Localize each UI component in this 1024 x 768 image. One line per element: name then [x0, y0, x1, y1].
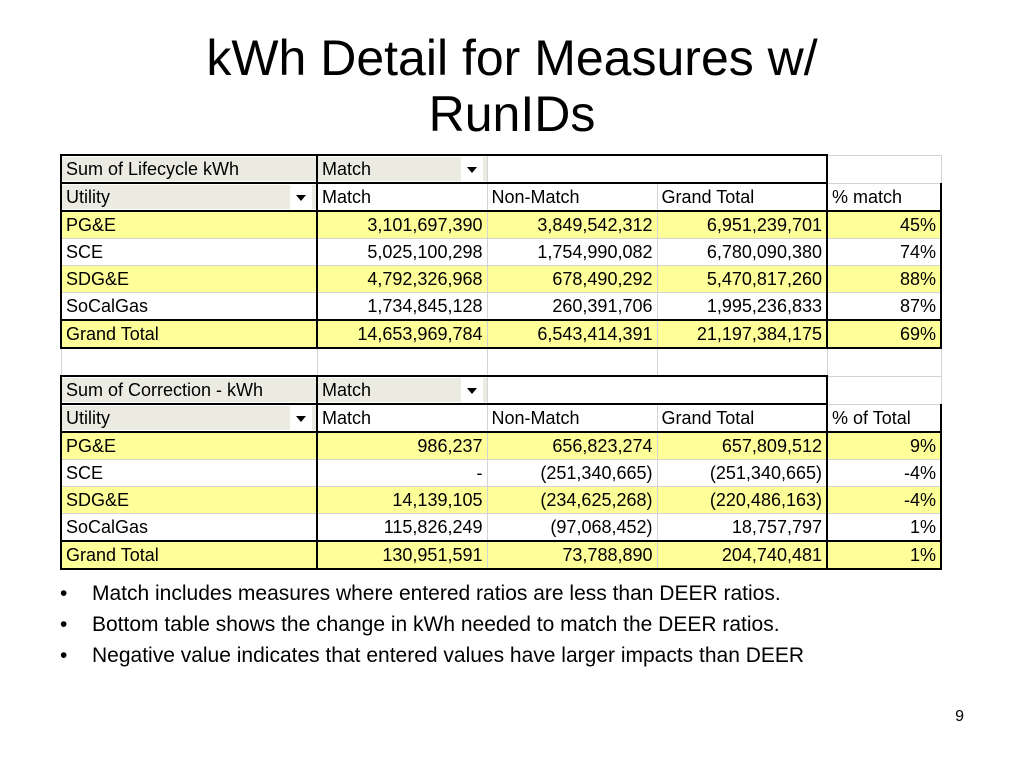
table-row: [61, 266, 941, 293]
slide-title-line-1: kWh Detail for Measures w/: [206, 30, 818, 86]
value-cell: 3,849,542,312: [487, 211, 657, 239]
value-cell: 204,740,481: [657, 541, 827, 569]
value-cell: 1%: [827, 514, 941, 542]
value-cell: 1,995,236,833: [657, 293, 827, 321]
table1-data-field: [61, 155, 317, 183]
table1-column-field[interactable]: [317, 155, 487, 183]
value-cell: (220,486,163): [657, 487, 827, 514]
table1-row-field-label: Utility: [66, 187, 110, 207]
value-cell: -: [317, 460, 487, 487]
utility-cell: SoCalGas: [61, 514, 317, 542]
value-cell: 1,754,990,082: [487, 239, 657, 266]
value-cell: 14,139,105: [317, 487, 487, 514]
table1-header-row: [61, 183, 941, 211]
value-cell: 1%: [827, 541, 941, 569]
utility-cell: SDG&E: [61, 266, 317, 293]
value-cell: 73,788,890: [487, 541, 657, 569]
value-cell: 130,951,591: [317, 541, 487, 569]
bullet-text: Match includes measures where entered ratios are less than DEER ratios.: [92, 582, 781, 605]
table-row: [61, 514, 941, 542]
table2-row-field-label: Utility: [66, 408, 110, 428]
utility-cell: PG&E: [61, 432, 317, 460]
dropdown-arrow-icon[interactable]: [290, 185, 312, 209]
table2-column-field[interactable]: [317, 376, 487, 404]
utility-cell: SCE: [61, 239, 317, 266]
table2-field-row: [61, 376, 941, 404]
bullet-item: [60, 582, 960, 606]
bullet-item: [60, 613, 960, 637]
value-cell: 657,809,512: [657, 432, 827, 460]
value-cell: 115,826,249: [317, 514, 487, 542]
table-row: [61, 211, 941, 239]
value-cell: 656,823,274: [487, 432, 657, 460]
value-cell: (97,068,452): [487, 514, 657, 542]
table2-col-header: Grand Total: [657, 404, 827, 432]
bullet-text: Bottom table shows the change in kWh needed to match the DEER ratios.: [92, 613, 780, 636]
table1-col-header: Match: [317, 183, 487, 211]
value-cell: 6,543,414,391: [487, 320, 657, 348]
dropdown-arrow-icon[interactable]: [461, 378, 483, 402]
table1-col-header: Grand Total: [657, 183, 827, 211]
bullet-item: [60, 644, 960, 668]
table1-col-header: Non-Match: [487, 183, 657, 211]
utility-cell: PG&E: [61, 211, 317, 239]
table2-data-field: [61, 376, 317, 404]
table1-column-field-label: Match: [322, 159, 372, 179]
bullet-text: Negative value indicates that entered values have larger impacts than DEER: [92, 644, 805, 667]
utility-cell: SDG&E: [61, 487, 317, 514]
table-row: [61, 460, 941, 487]
utility-cell: Grand Total: [61, 320, 317, 348]
table1-col-header: % match: [827, 183, 941, 211]
table2-row-field[interactable]: [61, 404, 317, 432]
table2-grand-total-row: [61, 541, 941, 569]
value-cell: 5,025,100,298: [317, 239, 487, 266]
slide-title: [0, 30, 1024, 142]
table2-header-row: [61, 404, 941, 432]
value-cell: (251,340,665): [657, 460, 827, 487]
pivot-grid: [60, 154, 942, 570]
value-cell: 14,653,969,784: [317, 320, 487, 348]
page-number: 9: [955, 708, 964, 725]
value-cell: 4,792,326,968: [317, 266, 487, 293]
value-cell: 9%: [827, 432, 941, 460]
table2-col-header: Match: [317, 404, 487, 432]
value-cell: 6,951,239,701: [657, 211, 827, 239]
value-cell: (251,340,665): [487, 460, 657, 487]
table-row: [61, 432, 941, 460]
table-row: [61, 487, 941, 514]
table1-row-field[interactable]: [61, 183, 317, 211]
value-cell: -4%: [827, 487, 941, 514]
value-cell: -4%: [827, 460, 941, 487]
value-cell: 87%: [827, 293, 941, 321]
table2-column-field-label: Match: [322, 380, 372, 400]
table2-data-field-label: Sum of Correction - kWh: [66, 380, 264, 400]
spacer-row: [61, 348, 941, 376]
value-cell: (234,625,268): [487, 487, 657, 514]
slide-title-line-2: RunIDs: [428, 86, 596, 142]
table1-field-row: [61, 155, 941, 183]
table1-data-field-label: Sum of Lifecycle kWh: [66, 159, 240, 179]
value-cell: 18,757,797: [657, 514, 827, 542]
value-cell: 6,780,090,380: [657, 239, 827, 266]
value-cell: 88%: [827, 266, 941, 293]
value-cell: 74%: [827, 239, 941, 266]
value-cell: 5,470,817,260: [657, 266, 827, 293]
bullet-list: [60, 582, 960, 675]
value-cell: 678,490,292: [487, 266, 657, 293]
value-cell: 986,237: [317, 432, 487, 460]
value-cell: 3,101,697,390: [317, 211, 487, 239]
value-cell: 45%: [827, 211, 941, 239]
value-cell: 260,391,706: [487, 293, 657, 321]
dropdown-arrow-icon[interactable]: [290, 406, 312, 430]
utility-cell: Grand Total: [61, 541, 317, 569]
table-row: [61, 293, 941, 321]
bullet-dot-icon: •: [60, 613, 68, 636]
dropdown-arrow-icon[interactable]: [461, 157, 483, 181]
bullet-dot-icon: •: [60, 644, 68, 667]
table2-col-header: % of Total: [827, 404, 941, 432]
table2-col-header: Non-Match: [487, 404, 657, 432]
utility-cell: SoCalGas: [61, 293, 317, 321]
value-cell: 21,197,384,175: [657, 320, 827, 348]
table-row: [61, 239, 941, 266]
table1-grand-total-row: [61, 320, 941, 348]
value-cell: 69%: [827, 320, 941, 348]
value-cell: 1,734,845,128: [317, 293, 487, 321]
bullet-dot-icon: •: [60, 582, 68, 605]
utility-cell: SCE: [61, 460, 317, 487]
